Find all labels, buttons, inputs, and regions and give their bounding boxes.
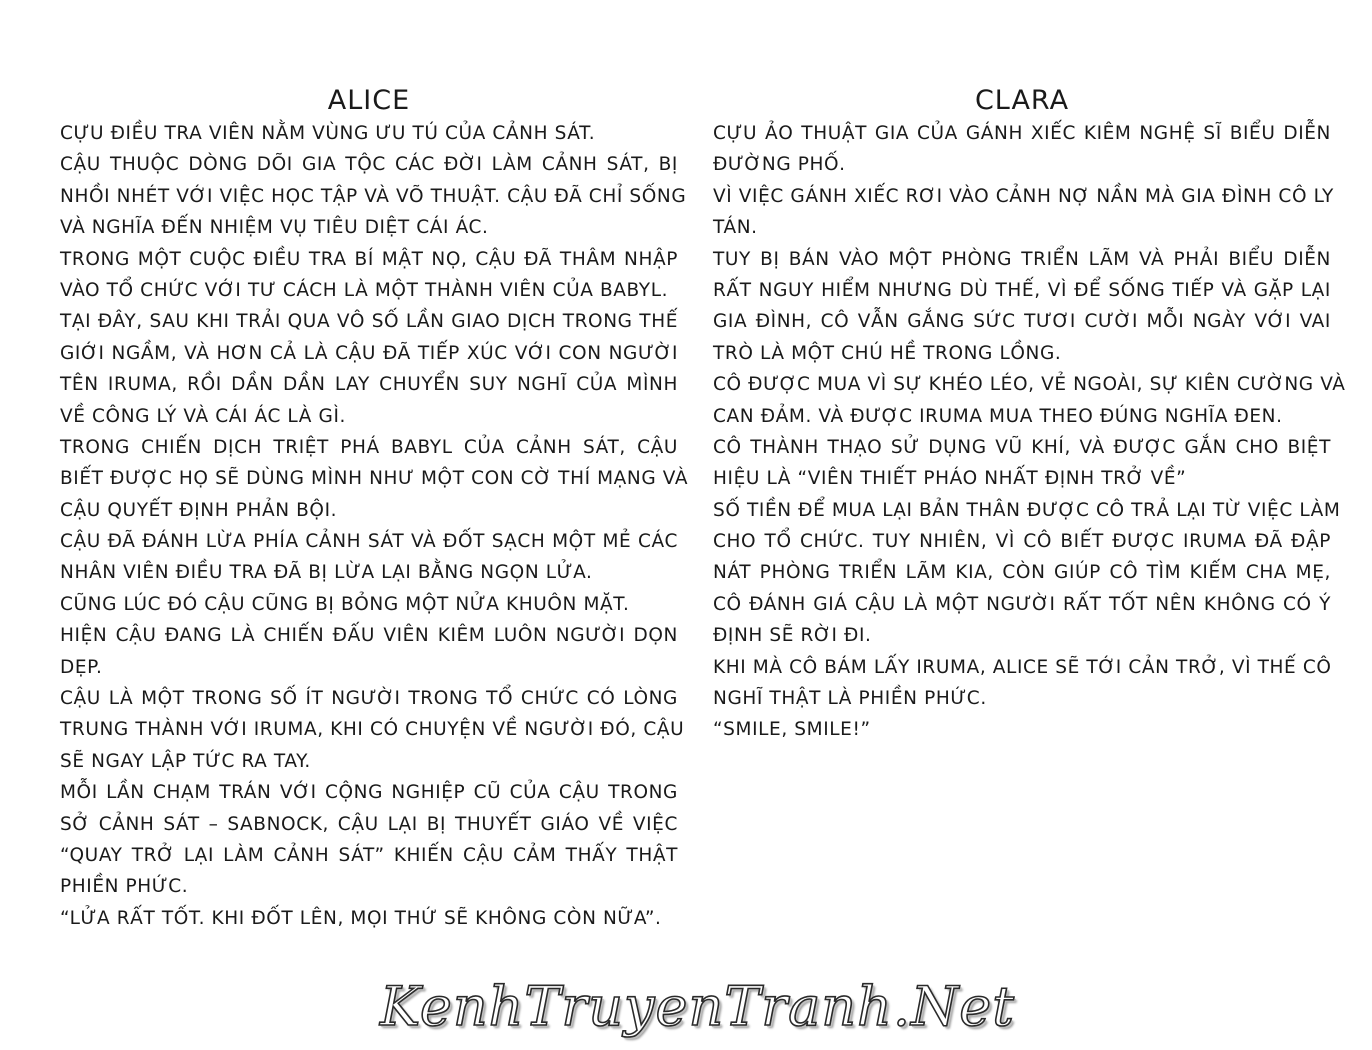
alice-text-line: GIỚI NGẦM, VÀ HƠN CẢ LÀ CẬU ĐÃ TIẾP XÚC VỚI CON NGƯỜI (60, 342, 678, 364)
alice-text-line: “LỬA RẤT TỐT. KHI ĐỐT LÊN, MỌI THỨ SẼ KHÔNG CÒN NỮA”. (60, 907, 662, 929)
alice-text-line: VÀO TỔ CHỨC VỚI TƯ CÁCH LÀ MỘT THÀNH VIÊN CỦA BABYL. (60, 279, 669, 301)
watermark-logo: KenhTruyenTranh.Net (380, 975, 1015, 1038)
clara-text (713, 118, 1346, 746)
alice-text-line: CŨNG LÚC ĐÓ CẬU CŨNG BỊ BỎNG MỘT NỬA KHUÔN MẶT. (60, 593, 630, 615)
alice-text-line: TÊN IRUMA, RỒI DẦN DẦN LAY CHUYỂN SUY NGHĨ CỦA MÌNH (60, 374, 678, 396)
clara-text-line: ĐỊNH SẼ RỜI ĐI. (713, 625, 872, 647)
alice-text-line: TRONG CHIẾN DỊCH TRIỆT PHÁ BABYL CỦA CẢNH SÁT, CẬU (60, 436, 678, 458)
clara-text-line: ĐƯỜNG PHỐ. (713, 154, 846, 176)
clara-title: CLARA (974, 85, 1070, 116)
alice-text-line: SỞ CẢNH SÁT – SABNOCK, CẬU LẠI BỊ THUYẾT GIÁO VỀ VIỆC (60, 813, 678, 835)
alice-text-line: TRONG MỘT CUỘC ĐIỀU TRA BÍ MẬT NỌ, CẬU ĐÃ THÂM NHẬP (60, 248, 678, 270)
alice-text-line: CỰU ĐIỀU TRA VIÊN NẰM VÙNG ƯU TÚ CỦA CẢNH SÁT. (60, 123, 596, 144)
clara-text-line: CÔ ĐÁNH GIÁ CẬU LÀ MỘT NGƯỜI RẤT TỐT NÊN KHÔNG CÓ Ý (713, 593, 1331, 615)
alice-text-line: DẸP. (60, 656, 103, 678)
clara-text-line: GIA ĐÌNH, CÔ VẪN GẮNG SỨC TƯƠI CƯỜI MỖI NGÀY VỚI VAI (713, 311, 1331, 333)
alice-text-line: “QUAY TRỞ LẠI LÀM CẢNH SÁT” KHIẾN CẬU CẢM THẤY THẬT (60, 844, 678, 866)
clara-text-line: SỐ TIỀN ĐỂ MUA LẠI BẢN THÂN ĐƯỢC CÔ TRẢ LẠI TỪ VIỆC LÀM (713, 499, 1341, 521)
alice-text-line: CẬU LÀ MỘT TRONG SỐ ÍT NGƯỜI TRONG TỔ CHỨC CÓ LÒNG (60, 688, 678, 710)
clara-text-line: “SMILE, SMILE!” (713, 719, 871, 741)
alice-text-line: VỀ CÔNG LÝ VÀ CÁI ÁC LÀ GÌ. (60, 405, 346, 427)
clara-text-line: RẤT NGUY HIỂM NHƯNG DÙ THẾ, VÌ ĐỂ SỐNG TIẾP VÀ GẶP LẠI (713, 279, 1331, 301)
alice-text-line: TẠI ĐÂY, SAU KHI TRẢI QUA VÔ SỐ LẦN GIAO DỊCH TRONG THẾ (60, 311, 678, 333)
clara-column (713, 84, 1346, 746)
alice-text-line: MỖI LẦN CHẠM TRÁN VỚI CỘNG NGHIỆP CŨ CỦA CẬU TRONG (60, 782, 678, 804)
clara-text-line: CAN ĐẢM. VÀ ĐƯỢC IRUMA MUA THEO ĐÚNG NGHĨA ĐEN. (713, 405, 1283, 427)
alice-title: ALICE (327, 85, 411, 116)
alice-text-line: PHIỀN PHỨC. (60, 876, 189, 898)
alice-text-line: SẼ NGAY LẬP TỨC RA TAY. (60, 750, 311, 772)
alice-column (60, 84, 689, 934)
clara-text-line: VÌ VIỆC GÁNH XIẾC RƠI VÀO CẢNH NỢ NẦN MÀ GIA ĐÌNH CÔ LY (713, 185, 1334, 207)
alice-text-line: CẬU ĐÃ ĐÁNH LỪA PHÍA CẢNH SÁT VÀ ĐỐT SẠCH MỘT MẺ CÁC (60, 531, 678, 553)
alice-text-line: NHÂN VIÊN ĐIỀU TRA ĐÃ BỊ LỪA LẠI BẰNG NGỌN LỬA. (60, 562, 593, 584)
alice-text-line: NHỒI NHÉT VỚI VIỆC HỌC TẬP VÀ VÕ THUẬT. CẬU ĐÃ CHỈ SỐNG (60, 185, 687, 207)
clara-text-line: KHI MÀ CÔ BÁM LẤY IRUMA, ALICE SẼ TỚI CẢN TRỞ, VÌ THẾ CÔ (713, 656, 1332, 678)
clara-text-line: NÁT PHÒNG TRIỂN LÃM KIA, CÒN GIÚP CÔ TÌM KIẾM CHA MẸ, (713, 562, 1331, 584)
alice-text-line: BIẾT ĐƯỢC HỌ SẼ DÙNG MÌNH NHƯ MỘT CON CỜ THÍ MẠNG VÀ (60, 468, 689, 490)
alice-text-line: HIỆN CẬU ĐANG LÀ CHIẾN ĐẤU VIÊN KIÊM LUÔN NGƯỜI DỌN (60, 625, 678, 647)
alice-text-line: VÀ NGHĨA ĐẾN NHIỆM VỤ TIÊU DIỆT CÁI ÁC. (60, 217, 489, 239)
clara-text-line: TÁN. (713, 217, 758, 239)
clara-text-line: HIỆU LÀ “VIÊN THIẾT PHÁO NHẤT ĐỊNH TRỞ VỀ” (713, 468, 1187, 490)
clara-text-line: NGHĨ THẬT LÀ PHIỀN PHỨC. (713, 688, 987, 710)
alice-text (60, 118, 689, 934)
alice-text-line: CẬU THUỘC DÒNG DÕI GIA TỘC CÁC ĐỜI LÀM CẢNH SÁT, BỊ (60, 154, 678, 176)
clara-text-line: TRÒ LÀ MỘT CHÚ HỀ TRONG LỒNG. (713, 342, 1062, 364)
alice-text-line: TRUNG THÀNH VỚI IRUMA, KHI CÓ CHUYỆN VỀ NGƯỜI ĐÓ, CẬU (60, 719, 685, 741)
alice-text-line: CẬU QUYẾT ĐỊNH PHẢN BỘI. (60, 499, 338, 521)
clara-text-line: CỰU ẢO THUẬT GIA CỦA GÁNH XIẾC KIÊM NGHỆ SĨ BIỂU DIỄN (713, 123, 1331, 144)
clara-text-line: CÔ ĐƯỢC MUA VÌ SỰ KHÉO LÉO, VẺ NGOÀI, SỰ KIÊN CƯỜNG VÀ (713, 374, 1346, 396)
clara-text-line: CÔ THÀNH THẠO SỬ DỤNG VŨ KHÍ, VÀ ĐƯỢC GẮN CHO BIỆT (713, 436, 1331, 458)
clara-text-line: CHO TỔ CHỨC. TUY NHIÊN, VÌ CÔ BIẾT ĐƯỢC IRUMA ĐÃ ĐẬP (713, 531, 1331, 553)
clara-text-line: TUY BỊ BÁN VÀO MỘT PHÒNG TRIỂN LÃM VÀ PHẢI BIỂU DIỄN (713, 248, 1331, 270)
